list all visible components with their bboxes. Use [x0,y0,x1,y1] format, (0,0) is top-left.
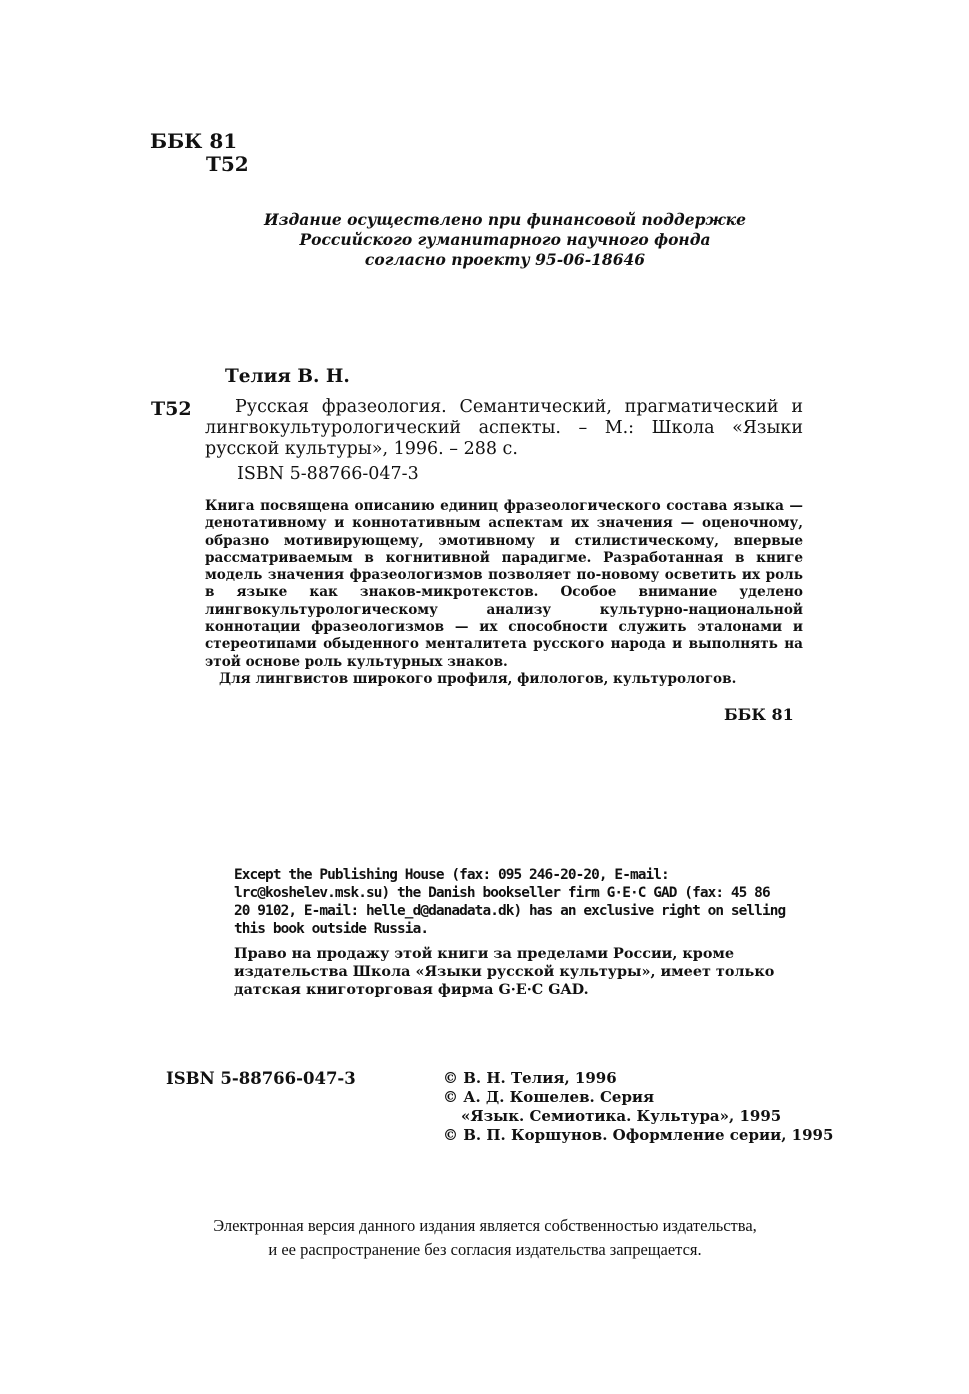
grant-note [250,210,760,270]
copyright-line: © В. Н. Телия, 1996 [443,1069,617,1087]
catalog-isbn: ISBN 5-88766-047-3 [237,464,419,484]
author-code: Т52 [206,152,249,176]
bbk-index-bottom: ББК 81 [724,705,794,724]
book-abstract [205,498,803,688]
copyright-line: © А. Д. Кошелев. Серия [443,1088,655,1106]
bbk-classification [150,130,249,176]
copyright-line: «Язык. Семиотика. Культура», 1995 [461,1107,782,1125]
copyright-block [443,1069,833,1145]
notice-line: Электронная версия данного издания является собственностью издательства, [213,1216,757,1235]
rights-english: Except the Publishing House (fax: 095 246-20-20, E-mail: lrc@koshelev.msk.su) the Danish bookseller firm G·E·C GAD (fax: 45 86 20 9102, E-mail: helle_d@danadata.dk) has an exclusive right on selling this book outside Russia. [234,867,786,937]
abstract-audience: Для лингвистов широкого профиля, филологов, культурологов. [219,670,737,687]
electronic-notice [130,1214,840,1262]
grant-line: согласно проекту 95-06-18646 [364,250,646,269]
rights-russian: Право на продажу этой книги за пределами России, кроме издательства Школа «Языки русской культуры», имеет только датская книготорговая фирма G·E·C GAD. [234,945,775,998]
catalog-description: Русская фразеология. Семантический, прагматический и лингвокультурологический аспекты. – М.: Школа «Языки русской культуры», 1996. – 288 с. [205,397,803,459]
notice-line: и ее распространение без согласия издательства запрещается. [268,1240,702,1259]
bbk-index: ББК 81 [150,129,238,153]
grant-line: Издание осуществлено при финансовой поддержке [263,210,746,229]
copyright-line: © В. П. Коршунов. Оформление серии, 1995 [443,1126,834,1144]
isbn-bottom: ISBN 5-88766-047-3 [166,1069,356,1088]
abstract-paragraph: Книга посвящена описанию единиц фразеологического состава языка — денотативному и коннотативным аспектам их значения — оценочному, образно мотивирующему, эмотивному и стилистическому, впервые рассматриваемым в когнитивной парадигме. Разработанная в книге модель значения фразеологизмов позволяет по-новому осветить их роль в языке как знаков-микротекстов. Особое внимание уделено лингвокультурологическому анализу культурно-национальной коннотации фразеологизмов — их способности служить эталонами и стереотипами обыденного менталитета русского народа и выполнять на этой основе роль культурных знаков. [205,498,803,670]
grant-line: Российского гуманитарного научного фонда [299,230,711,249]
catalog-code: Т52 [151,398,192,420]
catalog-author: Телия В. Н. [225,366,350,387]
